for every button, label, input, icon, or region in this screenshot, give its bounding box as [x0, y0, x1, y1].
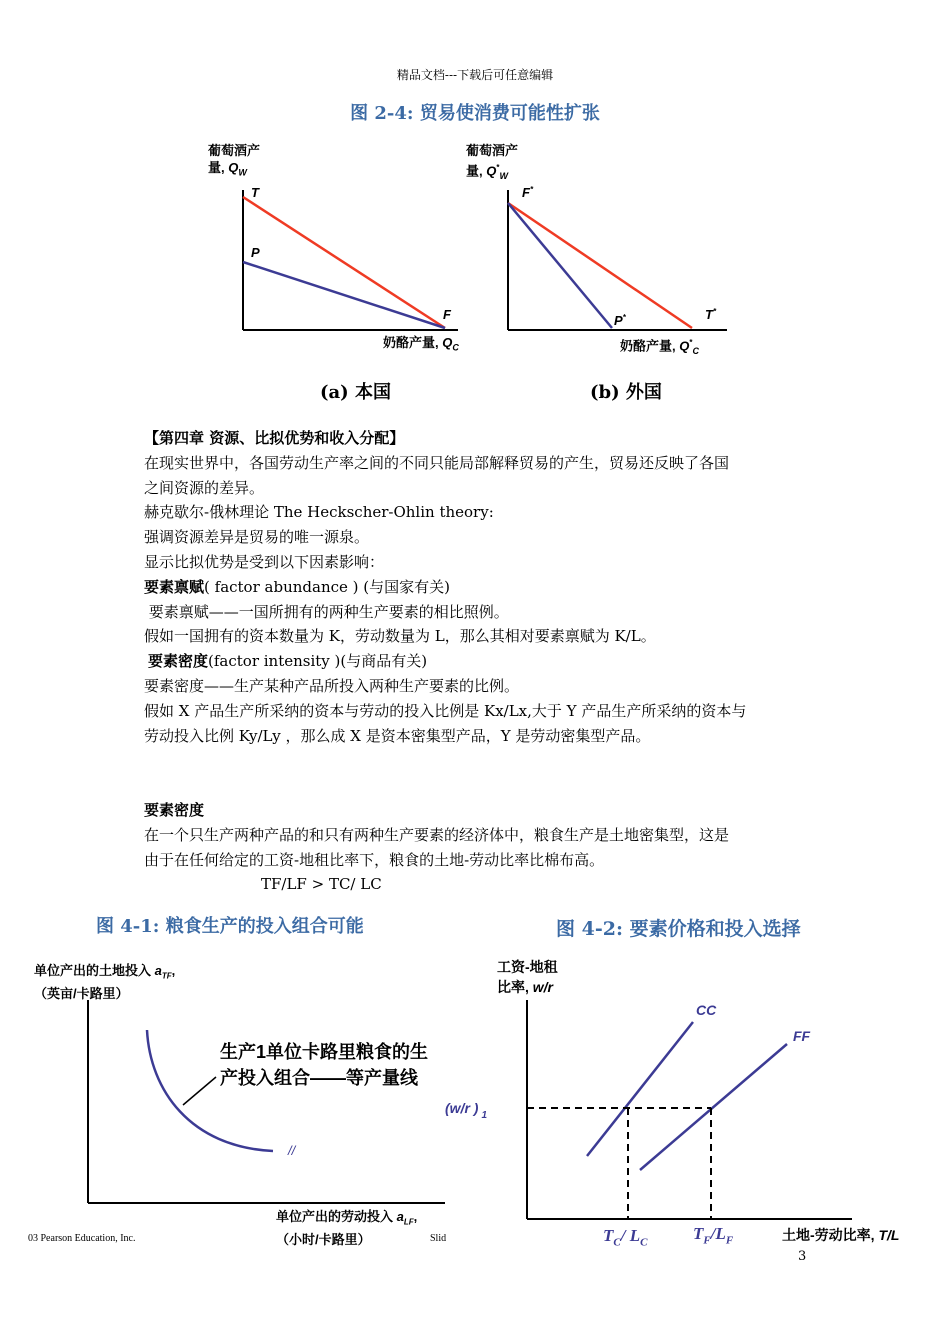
- paragraph-line: 要素密度(factor intensity )(与商品有关): [148, 652, 428, 671]
- fig42-x-axis-label: 土地-劳动比率, T/L: [782, 1227, 900, 1243]
- paragraph-line: 要素禀赋——一国所拥有的两种生产要素的相比照例。: [144, 602, 509, 621]
- chapter-heading: 【第四章 资源、比拟优势和收入分配】: [144, 429, 405, 447]
- figure-4-1-title: 图 4-1: 粮食生产的投入组合可能: [96, 916, 364, 937]
- page-header: 精品文档---下载后可任意编辑: [396, 68, 554, 82]
- cc-label: CC: [696, 1002, 717, 1018]
- paragraph-line: 假如 X 产品生产所采纳的资本与劳动的投入比例是 Kx/Lx,大于 Y 产品生产所采纳的资本与: [144, 701, 747, 720]
- figure-2-4-title: 图 2-4: 贸易使消费可能性扩张: [350, 103, 600, 124]
- panel-b-chart: [495, 180, 745, 340]
- panel-b-x-axis-label: 奶酪产量, $Q^*_C$: [620, 338, 699, 356]
- fig41-y-axis-label: 单位产出的土地投入 $a_{TF}$, （英亩/卡路里）: [34, 963, 176, 1001]
- point-F-label: F: [443, 307, 451, 322]
- panel-a-x-axis-label: 奶酪产量, $Q_C$: [383, 335, 459, 353]
- panel-b-trade-line: [508, 203, 692, 328]
- curve-label: //: [288, 1143, 296, 1158]
- point-P-label: P: [251, 245, 260, 260]
- paragraph-line: 强调资源差异是贸易的唯一源泉。: [144, 528, 370, 547]
- isoquant-annotation: 生产1单位卡路里粮食的生 产投入组合——等产量线: [220, 1042, 429, 1088]
- paragraph-line: 显示比拟优势是受到以下因素影响：: [144, 552, 385, 571]
- panel-a-trade-line: [243, 197, 445, 328]
- paragraph-line: 之间资源的差异。: [144, 478, 265, 497]
- formula-line: TF/LF > TC/ LC: [261, 875, 382, 894]
- paragraph-line: 赫克歇尔-俄林理论 The Heckscher-Ohlin theory:: [144, 503, 494, 522]
- paragraph-line: 假如一国拥有的资本数量为 K，劳动数量为 L，那么其相对要素禀赋为 K/L。: [144, 627, 656, 646]
- tc-lc-tick-label: $T_C/$ $L_C$: [603, 1226, 648, 1249]
- point-P-star-label: P*: [614, 313, 626, 328]
- copyright-footer: 03 Pearson Education, Inc.: [28, 1233, 136, 1244]
- cc-line: [587, 1022, 693, 1156]
- tf-lf-tick-label: $T_F/L_F$: [693, 1224, 734, 1247]
- point-F-star-label: F*: [522, 185, 534, 200]
- figure-4-2-title: 图 4-2: 要素价格和投入选择: [556, 918, 801, 940]
- paragraph-line: 劳动投入比例 Ky/Ly ，那么成 X 是资本密集型产品，Y 是劳动密集型产品。: [144, 726, 651, 745]
- point-T-star-label: T*: [705, 307, 717, 322]
- paragraph-line: 在现实世界中，各国劳动生产率之间的不同只能局部解释贸易的产生，贸易还反映了各国: [144, 453, 730, 472]
- ff-label: FF: [793, 1028, 811, 1044]
- fig42-chart: [440, 995, 860, 1235]
- body-text: [144, 426, 824, 897]
- paragraph-line: 在一个只生产两种产品的和只有两种生产要素的经济体中，粮食生产是土地密集型，这是: [144, 825, 730, 844]
- slide-footer: Slid: [430, 1233, 447, 1244]
- panel-a-y-axis-label: 葡萄酒产 量, $Q_W$: [208, 143, 261, 178]
- page-number: 3: [798, 1249, 807, 1264]
- fig42-y-axis-label: 工资-地租 比率, w/r: [497, 959, 558, 995]
- panel-a-ppf-line: [243, 262, 445, 328]
- paragraph-line: 要素密度——生产某种产品所投入两种生产要素的比例。: [144, 676, 520, 695]
- fig41-x-axis-label: 单位产出的劳动投入 $a_{LF}$, （小时/卡路里）: [276, 1209, 418, 1247]
- panel-b-y-axis-label: 葡萄酒产 量, $Q^*_W$: [466, 143, 519, 181]
- paragraph-line: 要素禀赋( factor abundance ) (与国家有关): [144, 577, 450, 596]
- section-heading: 要素密度: [144, 800, 205, 819]
- panel-b-caption: (b) 外国: [590, 382, 662, 403]
- wr-axis-label: (w/r ) $_1$: [445, 1100, 488, 1121]
- point-T-label: T: [251, 185, 259, 200]
- annotation-pointer: [183, 1077, 216, 1105]
- paragraph-line: 由于在任何给定的工资-地租比率下，粮食的土地-劳动比率比棉布高。: [144, 850, 605, 869]
- panel-a-chart: [230, 180, 480, 340]
- panel-a-caption: (a) 本国: [320, 382, 391, 403]
- fig41-chart: [80, 995, 460, 1210]
- panel-b-ppf-line: [508, 203, 612, 328]
